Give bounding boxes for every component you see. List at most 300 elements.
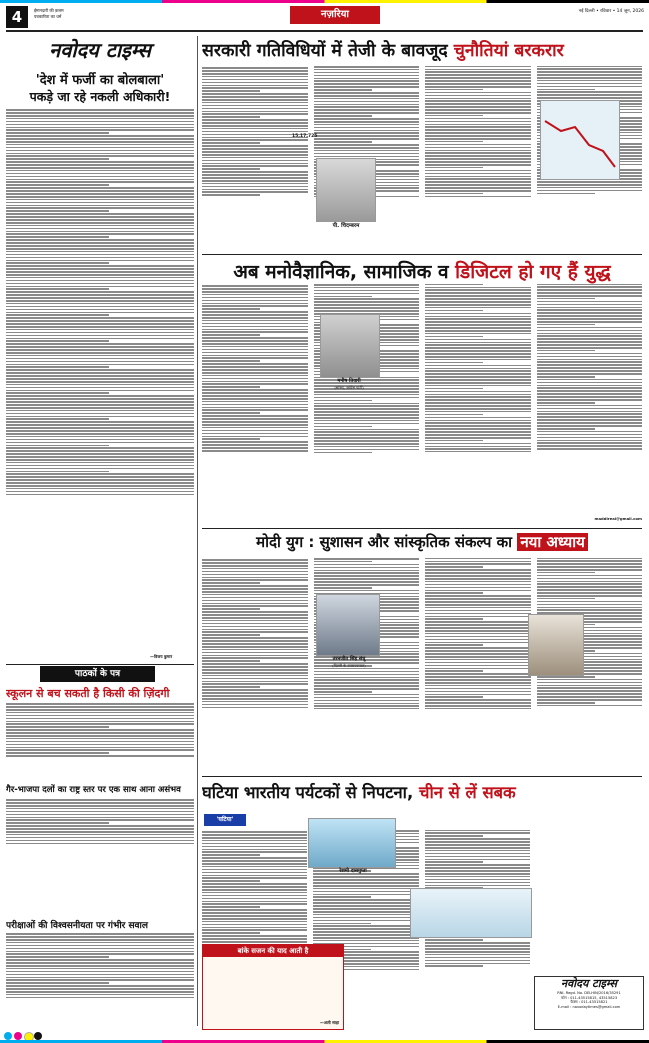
text-line: [425, 694, 531, 696]
text-line: [314, 426, 372, 428]
text-line: [537, 77, 643, 79]
text-line: [202, 111, 308, 113]
text-line: [6, 945, 194, 947]
text-line: [425, 411, 531, 413]
text-line: [425, 164, 531, 166]
text-line: [314, 310, 420, 312]
text-line: [537, 589, 643, 591]
text-line: [425, 342, 531, 344]
text-line: [6, 819, 194, 821]
text-line: [314, 685, 420, 687]
letter-body-1: [6, 702, 194, 780]
text-line: [202, 846, 307, 848]
text-line: [202, 941, 307, 943]
text-line: [314, 403, 420, 405]
text-line: [202, 565, 308, 567]
text-line: [314, 124, 420, 126]
text-line: [6, 834, 194, 836]
text-line: [425, 847, 530, 849]
text-line: [202, 401, 308, 403]
text-line: [6, 450, 194, 452]
text-line: [6, 401, 194, 403]
text-line: [425, 563, 531, 565]
quote-box-title: बांके सजन की याद आती है: [203, 945, 343, 957]
text-line: [6, 703, 194, 705]
text-line: [202, 909, 307, 911]
text-line: [537, 353, 643, 355]
text-line: [6, 709, 194, 711]
text-line: [202, 577, 308, 579]
text-line: [202, 381, 308, 383]
text-line: [202, 128, 308, 130]
text-line: [202, 646, 308, 648]
text-line: [537, 373, 643, 375]
text-line: [6, 988, 194, 990]
text-line: [202, 418, 308, 420]
text-line: [537, 685, 643, 687]
text-line: [6, 190, 194, 192]
text-line: [425, 109, 531, 111]
text-line: [6, 164, 194, 166]
text-line: [314, 575, 420, 577]
text-line: [202, 329, 308, 331]
text-line: [314, 584, 420, 586]
text-line: [425, 965, 483, 967]
text-line: [202, 421, 308, 423]
text-line: [202, 70, 308, 72]
text-line: [6, 971, 194, 973]
text-line: [425, 618, 483, 620]
text-line: [537, 364, 643, 366]
text-line: [6, 726, 109, 728]
text-line: [537, 370, 643, 372]
text-line: [6, 723, 194, 725]
text-line: [537, 431, 643, 433]
text-line: [6, 257, 194, 259]
text-line: [537, 690, 643, 692]
text-line: [425, 388, 483, 390]
text-line: [314, 83, 420, 85]
text-line: [314, 671, 420, 673]
tourism-headline-part1: घटिया भारतीय पर्यटकों से निपटना,: [202, 783, 414, 802]
text-line: [6, 176, 194, 178]
text-line: [313, 885, 418, 887]
text-line: [425, 443, 531, 445]
text-line: [314, 674, 420, 676]
text-line: [202, 594, 308, 596]
text-line: [425, 80, 531, 82]
text-line: [314, 420, 420, 422]
text-line: [6, 205, 194, 207]
text-line: [425, 653, 531, 655]
text-line: [202, 375, 308, 377]
text-line: [202, 191, 308, 193]
text-line: [537, 341, 643, 343]
text-line: [202, 139, 308, 141]
text-line: [6, 799, 194, 801]
text-line: [202, 125, 308, 127]
text-line: [537, 94, 643, 96]
text-line: [202, 849, 307, 851]
text-line: [202, 157, 308, 159]
text-line: [425, 838, 530, 840]
text-line: [6, 982, 109, 984]
text-line: [425, 566, 483, 568]
text-line: [425, 396, 531, 398]
text-line: [425, 310, 483, 312]
text-line: [425, 95, 531, 97]
text-line: [425, 373, 531, 375]
text-line: [314, 293, 420, 295]
main-headline-part2: चुनौतियां बरकरार: [453, 41, 564, 61]
text-line: [425, 584, 531, 586]
text-line: [425, 963, 530, 965]
text-line: [425, 592, 483, 594]
text-line: [6, 811, 194, 813]
text-line: [6, 228, 194, 230]
text-line: [537, 187, 643, 189]
text-line: [202, 294, 308, 296]
text-line: [6, 338, 194, 340]
text-line: [313, 925, 418, 927]
quote-box-author: —अली साहा: [319, 1020, 339, 1025]
text-line: [6, 985, 194, 987]
text-line: [6, 210, 109, 212]
text-line: [202, 415, 308, 417]
text-line: [6, 468, 194, 470]
text-line: [202, 113, 308, 115]
footer-line-1: RNI. Regd. No. DELHIN/2016/35291: [557, 991, 621, 995]
author-photo-chidambaram: [316, 158, 376, 222]
text-line: [537, 309, 643, 311]
text-line: [6, 482, 194, 484]
text-line: [425, 659, 531, 661]
text-line: [6, 962, 194, 964]
text-line: [202, 571, 308, 573]
text-line: [6, 181, 194, 183]
text-line: [314, 440, 420, 442]
text-line: [6, 381, 194, 383]
text-line: [314, 80, 420, 82]
text-line: [6, 465, 194, 467]
text-line: [425, 572, 531, 574]
text-line: [314, 679, 420, 681]
text-line: [314, 446, 420, 448]
text-line: [202, 163, 308, 165]
text-line: [537, 448, 643, 450]
text-line: [425, 561, 531, 563]
text-line: [425, 853, 530, 855]
text-line: [425, 448, 531, 450]
text-line: [314, 561, 372, 563]
text-line: [425, 696, 483, 698]
text-line: [537, 74, 643, 76]
text-line: [537, 304, 643, 306]
text-line: [425, 945, 530, 947]
text-line: [537, 301, 643, 303]
author-name-center: मनीष तिवारी: [337, 378, 361, 384]
left-brand: नवोदय टाइम्स: [49, 38, 151, 62]
text-line: [6, 109, 194, 111]
text-line: [314, 75, 420, 77]
text-line: [425, 71, 531, 73]
text-line: [202, 637, 308, 639]
text-line: [6, 352, 194, 354]
text-line: [425, 595, 531, 597]
text-line: [425, 665, 531, 667]
text-line: [314, 449, 420, 451]
text-line: [202, 366, 308, 368]
letter-title-3: परीक्षाओं की विश्वसनीयता पर गंभीर सवाल: [6, 921, 148, 931]
text-line: [425, 870, 530, 872]
text-line: [6, 473, 194, 475]
text-line: [537, 413, 643, 415]
text-line: [202, 903, 307, 905]
text-line: [202, 626, 308, 628]
text-line: [425, 405, 531, 407]
text-line: [537, 393, 643, 395]
text-line: [6, 135, 194, 137]
text-line: [202, 398, 308, 400]
text-line: [537, 699, 643, 701]
text-line: [537, 318, 643, 320]
modi-headline-part2: नया अध्याय: [517, 533, 588, 551]
text-line: [314, 694, 420, 696]
text-line: [6, 118, 194, 120]
text-line: [425, 705, 531, 707]
text-line: [6, 239, 194, 241]
text-line: [6, 479, 194, 481]
text-line: [425, 431, 531, 433]
text-line: [425, 428, 531, 430]
text-line: [202, 378, 308, 380]
text-line: [425, 434, 531, 436]
text-line: [202, 568, 308, 570]
text-line: [202, 666, 308, 668]
text-line: [314, 414, 420, 416]
text-line: [202, 171, 308, 173]
text-line: [425, 835, 483, 837]
text-line: [202, 932, 260, 934]
text-line: [202, 297, 308, 299]
text-line: [202, 93, 308, 95]
text-line: [425, 350, 531, 352]
text-line: [425, 292, 531, 294]
text-line: [314, 78, 420, 80]
text-line: [425, 425, 531, 427]
text-line: [202, 337, 308, 339]
text-line: [6, 445, 109, 447]
text-line: [537, 382, 643, 384]
text-line: [202, 305, 308, 307]
text-line: [425, 644, 483, 646]
text-line: [6, 488, 194, 490]
text-line: [6, 735, 194, 737]
text-line: [202, 308, 260, 310]
text-line: [6, 121, 194, 123]
text-line: [202, 424, 308, 426]
text-line: [537, 86, 643, 88]
text-line: [202, 695, 308, 697]
text-line: [202, 407, 308, 409]
text-line: [537, 607, 643, 609]
text-line: [6, 155, 194, 157]
text-line: [6, 288, 109, 290]
text-line: [313, 882, 418, 884]
text-line: [425, 650, 531, 652]
text-line: [202, 148, 308, 150]
text-line: [425, 864, 530, 866]
text-line: [6, 242, 194, 244]
text-line: [202, 177, 308, 179]
text-line: [202, 314, 308, 316]
text-line: [314, 578, 420, 580]
text-line: [425, 313, 531, 315]
text-line: [537, 696, 643, 698]
text-line: [425, 948, 530, 950]
center-headline: [202, 258, 642, 284]
text-line: [537, 583, 643, 585]
text-line: [314, 287, 420, 289]
text-line: [314, 98, 420, 100]
text-line: [313, 920, 418, 922]
text-line: [202, 623, 308, 625]
text-line: [537, 356, 643, 358]
text-line: [314, 106, 420, 108]
section-badge: नज़रिया: [290, 6, 380, 24]
text-line: [6, 948, 194, 950]
text-line: [6, 418, 109, 420]
text-line: [202, 99, 308, 101]
text-line: [425, 844, 530, 846]
author-photo-sandhu: [316, 594, 380, 656]
text-line: [6, 424, 194, 426]
text-line: [313, 888, 418, 890]
letter-body-3: [6, 932, 194, 1027]
modi-headline: [202, 532, 642, 552]
text-line: [425, 627, 531, 629]
text-line: [537, 298, 595, 300]
text-line: [313, 905, 418, 907]
text-line: [6, 378, 194, 380]
text-line: [425, 394, 531, 396]
text-line: [537, 335, 643, 337]
registration-mark-black: [34, 1032, 42, 1040]
text-line: [537, 408, 643, 410]
text-line: [537, 440, 643, 442]
text-line: [314, 86, 420, 88]
text-line: [6, 413, 194, 415]
text-line: [202, 854, 260, 856]
text-line: [6, 476, 194, 478]
text-line: [6, 491, 194, 493]
text-line: [6, 942, 194, 944]
text-line: [6, 410, 194, 412]
text-line: [314, 391, 420, 393]
text-line: [537, 566, 643, 568]
text-line: [425, 74, 531, 76]
text-line: [314, 69, 420, 71]
text-line: [202, 450, 308, 452]
text-line: [202, 588, 308, 590]
text-line: [314, 156, 420, 158]
text-line: [425, 437, 531, 439]
text-line: [6, 138, 194, 140]
text-line: [6, 167, 194, 169]
text-line: [6, 265, 194, 267]
text-line: [6, 953, 194, 955]
tourism-headline-part2: चीन से लें सबक: [418, 783, 516, 802]
text-line: [425, 193, 483, 195]
text-line: [425, 873, 530, 875]
letter-title-1: स्कूलन से बच सकती है किसी की ज़िंदगी: [6, 687, 170, 700]
text-line: [202, 189, 308, 191]
text-line: [537, 586, 643, 588]
text-line: [6, 150, 194, 152]
text-line: [202, 918, 307, 920]
text-line: [6, 387, 194, 389]
text-line: [425, 307, 531, 309]
text-line: [202, 331, 308, 333]
text-line: [6, 271, 194, 273]
text-line: [202, 355, 308, 357]
tourism-photo: [308, 818, 396, 868]
text-line: [6, 170, 194, 172]
text-line: [202, 180, 308, 182]
text-line: [6, 369, 194, 371]
text-line: [202, 582, 260, 584]
text-line: [6, 358, 194, 360]
text-line: [6, 997, 194, 999]
text-line: [425, 347, 531, 349]
text-line: [425, 581, 531, 583]
text-line: [202, 617, 308, 619]
text-line: [6, 141, 194, 143]
text-line: [313, 911, 418, 913]
masthead-rule: [6, 30, 643, 32]
text-line: [425, 353, 531, 355]
text-line: [6, 462, 194, 464]
text-line: [425, 144, 531, 146]
text-line: [425, 356, 531, 358]
text-line: [202, 591, 308, 593]
text-line: [313, 908, 418, 910]
text-line: [425, 190, 531, 192]
text-line: [202, 924, 307, 926]
text-line: [425, 304, 531, 306]
text-line: [202, 326, 308, 328]
text-line: [6, 802, 194, 804]
text-line: [537, 344, 643, 346]
text-line: [6, 115, 194, 117]
text-line: [425, 115, 483, 117]
text-line: [202, 669, 308, 671]
text-line: [202, 96, 308, 98]
text-line: [313, 876, 418, 878]
text-line: [314, 423, 420, 425]
text-line: [314, 408, 420, 410]
text-line: [6, 294, 194, 296]
text-line: [202, 657, 308, 659]
text-line: [6, 193, 194, 195]
text-line: [425, 77, 531, 79]
text-line: [537, 367, 643, 369]
text-line: [202, 145, 308, 147]
text-line: [202, 346, 308, 348]
text-line: [6, 343, 194, 345]
text-line: [6, 421, 194, 423]
text-line: [202, 349, 308, 351]
